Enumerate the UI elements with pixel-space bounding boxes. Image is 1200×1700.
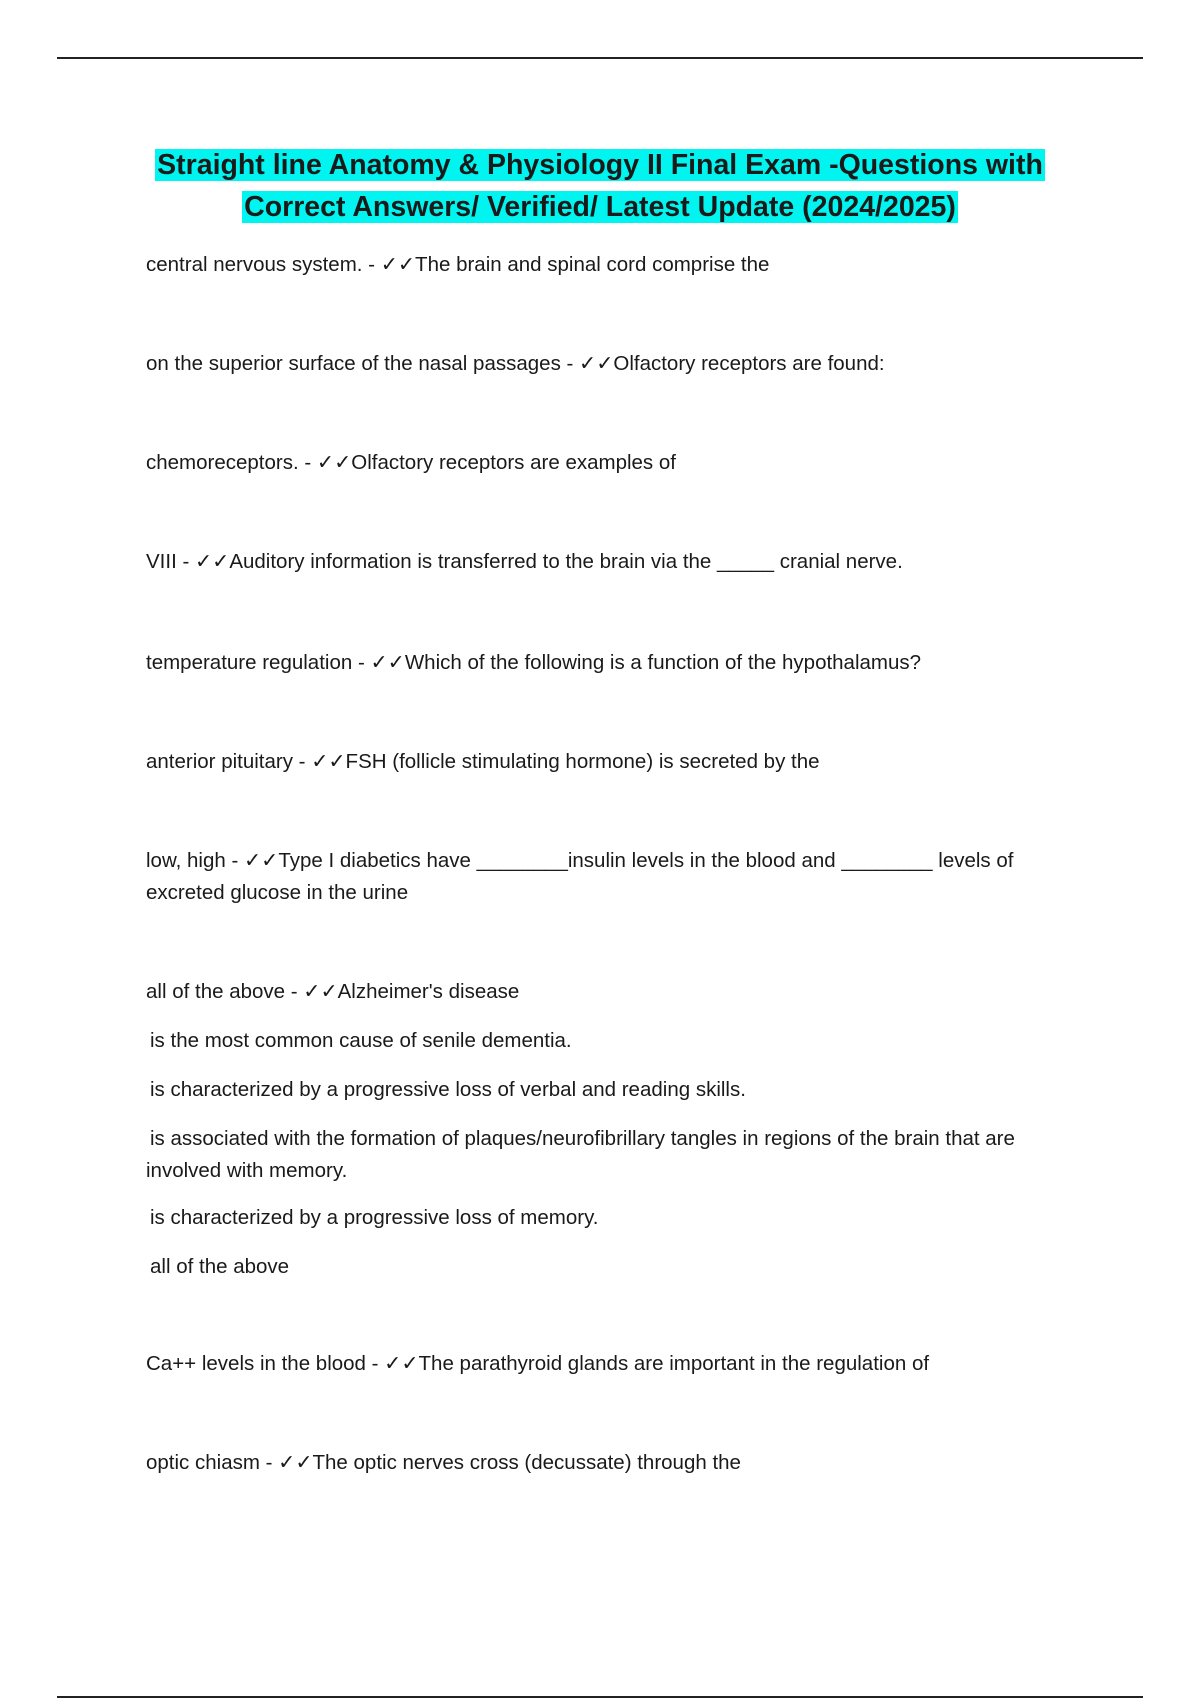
qa-item-6: anterior pituitary - ✓✓FSH (follicle stimulating hormone) is secreted by the: [146, 750, 820, 773]
option-1: is the most common cause of senile dementia.: [150, 1029, 572, 1052]
qa-item-10: optic chiasm - ✓✓The optic nerves cross (decussate) through the: [146, 1451, 741, 1474]
qa-item-7: low, high - ✓✓Type I diabetics have ________insulin levels in the blood and ________ levels of excreted glucose in the urine: [146, 849, 1020, 904]
qa-item-1: central nervous system. - ✓✓The brain and spinal cord comprise the: [146, 253, 770, 276]
qa-item-3: chemoreceptors. - ✓✓Olfactory receptors are examples of: [146, 451, 676, 474]
qa-item-8: all of the above - ✓✓Alzheimer's disease: [146, 980, 520, 1003]
title-line-1: Straight line Anatomy & Physiology II Final Exam -Questions with: [157, 149, 1043, 181]
option-5: all of the above: [150, 1255, 290, 1278]
bottom-rule: [57, 1696, 1143, 1698]
qa-item-9: Ca++ levels in the blood - ✓✓The parathyroid glands are important in the regulation of: [146, 1352, 930, 1375]
top-rule: [57, 57, 1143, 59]
qa-item-5: temperature regulation - ✓✓Which of the following is a function of the hypothalamus?: [146, 651, 922, 674]
qa-item-4: VIII - ✓✓Auditory information is transferred to the brain via the _____ cranial nerve.: [146, 550, 903, 573]
option-3: is associated with the formation of plaques/neurofibrillary tangles in regions of the brain that are involved with memory.: [146, 1127, 1021, 1182]
option-4: is characterized by a progressive loss of memory.: [150, 1206, 599, 1229]
page-title: [90, 144, 1110, 228]
option-2: is characterized by a progressive loss of verbal and reading skills.: [150, 1078, 746, 1101]
title-line-2: Correct Answers/ Verified/ Latest Update (2024/2025): [244, 191, 956, 223]
qa-item-2: on the superior surface of the nasal passages - ✓✓Olfactory receptors are found:: [146, 352, 885, 375]
